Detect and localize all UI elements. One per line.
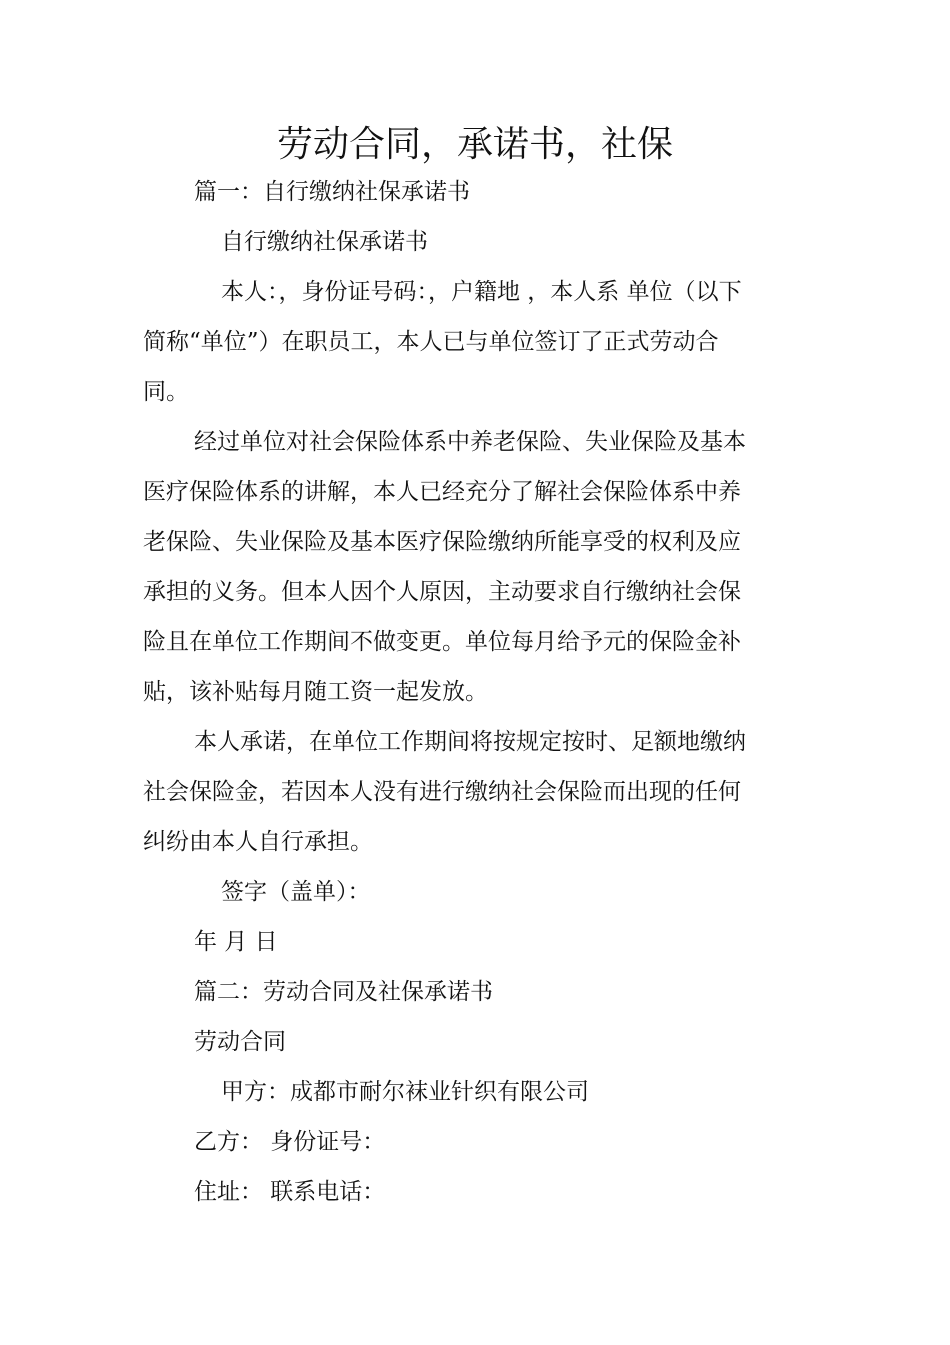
paragraph-line: 本人承诺，在单位工作期间将按规定按时、足额地缴纳 [194, 729, 746, 755]
party-b-line: 乙方： 身份证号： [194, 1129, 386, 1155]
signature-line: 签字（盖单）： [221, 879, 371, 905]
subheading-contract: 劳动合同 [194, 1029, 286, 1055]
paragraph-line: 纠纷由本人自行承担。 [143, 829, 373, 855]
paragraph-line: 社会保险金，若因本人没有进行缴纳社会保险而出现的任何 [143, 779, 741, 805]
party-a-line: 甲方：成都市耐尔袜业针织有限公司 [221, 1079, 589, 1105]
paragraph-line: 同。 [143, 379, 189, 405]
address-line: 住址： 联系电话： [194, 1179, 386, 1205]
section-heading-2: 篇二：劳动合同及社保承诺书 [194, 979, 493, 1005]
paragraph-line: 险且在单位工作期间不做变更。单位每月给予元的保险金补 [143, 629, 741, 655]
date-line: 年 月 日 [194, 929, 278, 955]
paragraph-line: 承担的义务。但本人因个人原因，主动要求自行缴纳社会保 [143, 579, 741, 605]
section-heading-1: 篇一：自行缴纳社保承诺书 [194, 179, 470, 205]
paragraph-line: 医疗保险体系的讲解，本人已经充分了解社会保险体系中养 [143, 479, 741, 505]
paragraph-line: 本人：，身份证号码：，户籍地 ，本人系 单位（以下 [221, 279, 742, 305]
document-title: 劳动合同，承诺书，社保 [276, 124, 673, 165]
paragraph-line: 简称“单位”）在职员工，本人已与单位签订了正式劳动合 [143, 329, 719, 355]
paragraph-line: 经过单位对社会保险体系中养老保险、失业保险及基本 [194, 429, 746, 455]
paragraph-line: 老保险、失业保险及基本医疗保险缴纳所能享受的权利及应 [143, 529, 741, 555]
subheading-commitment: 自行缴纳社保承诺书 [221, 229, 428, 255]
paragraph-line: 贴，该补贴每月随工资一起发放。 [143, 679, 488, 705]
